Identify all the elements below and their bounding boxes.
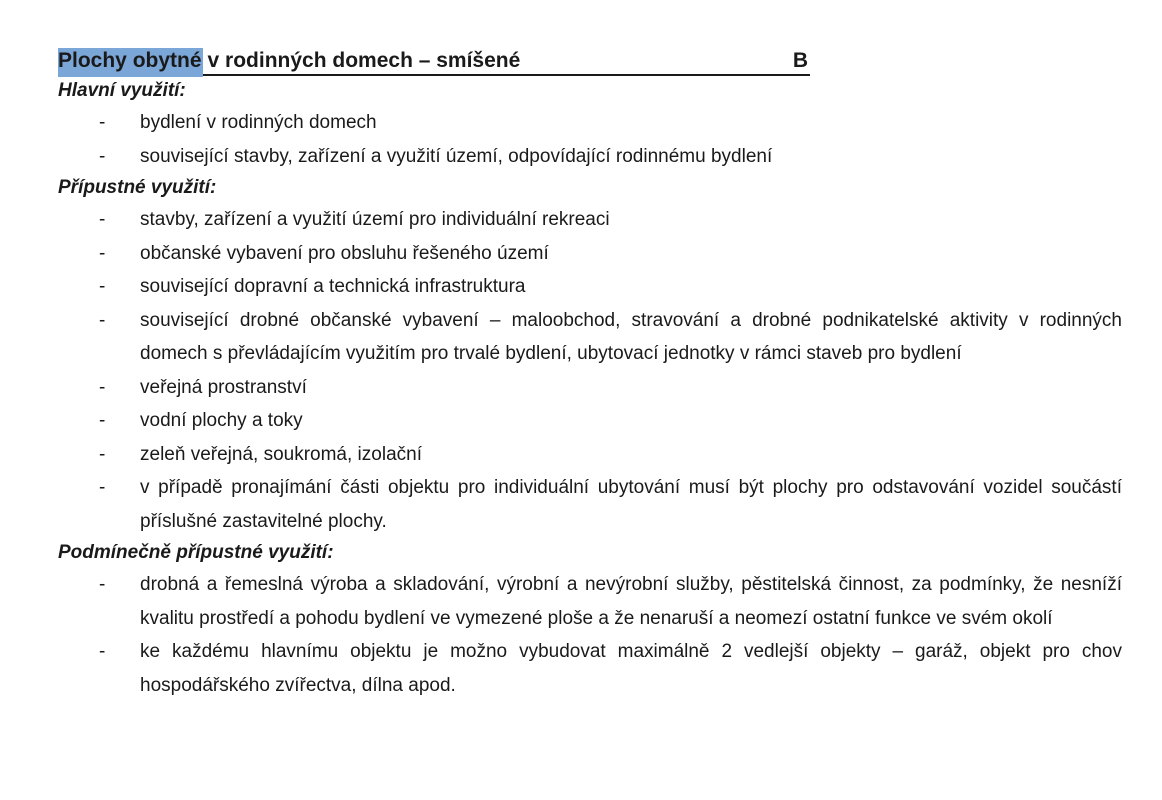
list-item — [58, 471, 1122, 538]
bullet-dash: - — [99, 112, 106, 133]
bullet-dash: - — [99, 209, 106, 230]
bullet-dash: - — [99, 443, 106, 465]
bullet-dash: - — [99, 410, 106, 431]
list-item-text: zeleň veřejná, soukromá, izolační — [140, 443, 422, 465]
list-item — [58, 270, 1122, 304]
list-item-text: související dopravní a technická infrastruktura — [140, 276, 526, 297]
title-text: v rodinných domech – smíšené — [207, 49, 521, 72]
bullet-dash: - — [99, 574, 106, 595]
bullet-dash: - — [99, 309, 106, 331]
list-item-text: vodní plochy a toky — [140, 410, 303, 431]
list-item — [58, 371, 1122, 405]
document-page — [58, 48, 1122, 702]
list-item-text: související stavby, zařízení a využití území, odpovídající rodinnému bydlení — [140, 145, 773, 167]
bullet-dash: - — [99, 145, 106, 167]
bullet-dash: - — [99, 242, 106, 264]
list-item — [58, 635, 1122, 702]
area-code: B — [792, 49, 808, 72]
list-item — [58, 140, 1122, 174]
list-item — [58, 438, 1122, 472]
list-item-text: ke každému hlavnímu objektu je možno vybudovat maximálně 2 vedlejší objekty – garáž, objekt pro chov hospodářského zvířectva, dílna apod. — [140, 641, 1122, 696]
main-use-list — [58, 106, 1118, 173]
list-item-text: bydlení v rodinných domech — [140, 112, 377, 133]
bullet-dash: - — [99, 641, 106, 662]
list-item-text: stavby, zařízení a využití území pro individuální rekreaci — [140, 209, 610, 230]
bullet-dash: - — [99, 477, 106, 498]
bullet-dash: - — [99, 376, 106, 398]
selected-text-highlight[interactable]: Plochy obytné — [58, 48, 203, 77]
list-item-text: související drobné občanské vybavení – maloobchod, stravování a drobné podnikatelské aktivity v rodinných domech s převládajícím využitím pro trvalé bydlení, ubytovací jednotky v rámci staveb pro bydlení — [140, 309, 1122, 364]
list-item — [58, 404, 1122, 438]
section-heading-conditional-use: Podmínečně přípustné využití: — [58, 542, 334, 563]
document-title — [58, 48, 810, 76]
conditional-use-list — [58, 568, 1122, 702]
list-item-text: veřejná prostranství — [140, 376, 307, 398]
list-item — [58, 203, 1122, 237]
section-heading-main-use: Hlavní využití: — [58, 80, 186, 101]
list-item — [58, 106, 1122, 140]
list-item — [58, 304, 1122, 371]
permitted-use-list — [58, 203, 1122, 538]
list-item — [58, 568, 1122, 635]
bullet-dash: - — [99, 276, 106, 297]
list-item-text: v případě pronajímání části objektu pro individuální ubytování musí být plochy pro odstavování vozidel součástí příslušné zastavitelné plochy. — [140, 477, 1122, 532]
list-item-text: občanské vybavení pro obsluhu řešeného území — [140, 242, 549, 264]
list-item-text: drobná a řemeslná výroba a skladování, výrobní a nevýrobní služby, pěstitelská činnost, za podmínky, že nesníží kvalitu prostředí a pohodu bydlení ve vymezené ploše a že nenaruší a neomezí ostatní funkce ve svém okolí — [140, 574, 1122, 629]
list-item — [58, 237, 1122, 271]
section-heading-permitted-use: Přípustné využití: — [58, 177, 217, 198]
